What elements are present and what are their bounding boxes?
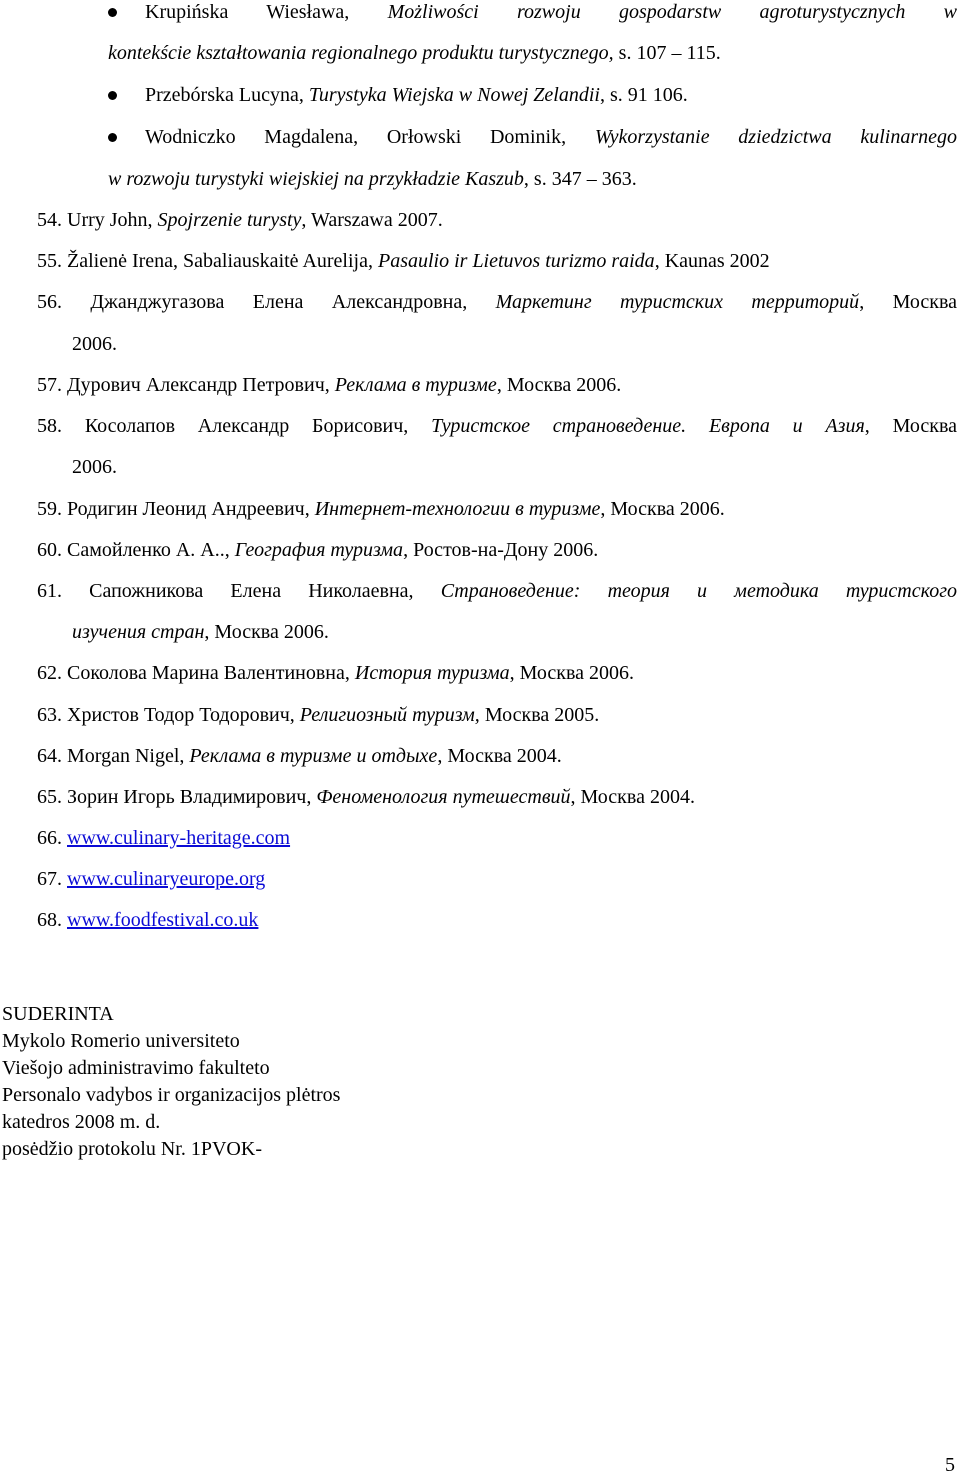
approval-line: Viešojo administravimo fakulteto bbox=[2, 1057, 270, 1079]
approval-block bbox=[2, 1001, 340, 1163]
reference-link[interactable]: www.culinaryeurope.org bbox=[67, 868, 266, 890]
reference-title: Pasaulio ir Lietuvos turizmo raida bbox=[377, 250, 655, 272]
reference-details: , Москва 2006. bbox=[204, 621, 329, 643]
reference-author: Родигин Леонид Андреевич, bbox=[67, 498, 315, 520]
reference-author: Дурович Александр Петрович, bbox=[67, 374, 335, 396]
reference-details: , Kaunas 2002 bbox=[654, 250, 770, 272]
reference-title: Феноменология путешествий bbox=[316, 786, 571, 808]
reference-item bbox=[37, 867, 265, 891]
reference-continuation bbox=[72, 620, 329, 644]
page-number: 5 bbox=[945, 1454, 955, 1476]
reference-item bbox=[37, 373, 621, 397]
reference-item bbox=[37, 208, 443, 232]
reference-author: Žalienė Irena, Sabaliauskaitė Aurelija, bbox=[67, 250, 378, 272]
reference-details: , Москва 2006. bbox=[496, 374, 622, 396]
reference-author: Самойленко А. А.., bbox=[67, 539, 235, 561]
reference-number: 62. bbox=[37, 662, 62, 684]
reference-details: , Ростов-на-Дону 2006. bbox=[403, 539, 599, 561]
reference-author: Зорин Игорь Владимирович, bbox=[67, 786, 317, 808]
reference-item bbox=[37, 785, 695, 809]
approval-line: katedros 2008 m. d. bbox=[2, 1111, 161, 1133]
bullet-dot bbox=[108, 8, 117, 17]
bullet-title: Wykorzystanie dziedzictwa kulinarnego bbox=[594, 126, 957, 148]
bullet-item-line bbox=[145, 125, 957, 149]
reference-details: , Москва 2004. bbox=[570, 786, 695, 808]
reference-number: 65. bbox=[37, 786, 62, 808]
reference-details: , Москва 2006. bbox=[600, 498, 725, 520]
reference-title: Страноведение: теория и методика туристского bbox=[440, 580, 958, 602]
reference-title: Маркетинг туристских территорий bbox=[495, 291, 860, 313]
reference-item bbox=[37, 744, 562, 768]
reference-number: 63. bbox=[37, 704, 62, 726]
bullet-author: Krupińska Wiesława, bbox=[145, 1, 388, 23]
reference-number: 55. bbox=[37, 250, 62, 272]
approval-line: Mykolo Romerio universiteto bbox=[2, 1030, 240, 1052]
reference-number: 56. bbox=[37, 291, 62, 313]
bullet-title: Możliwości rozwoju gospodarstw agroturystycznych w bbox=[387, 1, 958, 23]
reference-author: Morgan Nigel, bbox=[67, 745, 190, 767]
reference-item bbox=[37, 538, 598, 562]
bullet-title: kontekście kształtowania regionalnego produktu turystycznego, bbox=[108, 42, 614, 64]
bullet-item-line bbox=[108, 167, 637, 191]
reference-number: 61. bbox=[37, 580, 62, 602]
reference-details: , Москва 2006. bbox=[509, 662, 635, 684]
reference-title: География туризма bbox=[234, 539, 404, 561]
reference-number: 59. bbox=[37, 498, 62, 520]
reference-link[interactable]: www.foodfestival.co.uk bbox=[67, 909, 259, 931]
reference-author: Христов Тодор Тодорович, bbox=[67, 704, 300, 726]
reference-continuation: 2006. bbox=[72, 456, 117, 478]
reference-number: 67. bbox=[37, 868, 62, 890]
reference-title: Религиозный туризм, bbox=[299, 704, 480, 726]
reference-item bbox=[37, 579, 957, 603]
reference-item bbox=[37, 497, 725, 521]
approval-line: Personalo vadybos ir organizacijos plėtros bbox=[2, 1084, 341, 1106]
bullet-author: Wodniczko Magdalena, Orłowski Dominik, bbox=[145, 126, 595, 148]
bullet-title: Turystyka Wiejska w Nowej Zelandii bbox=[308, 84, 600, 106]
reference-title: История туризма bbox=[354, 662, 510, 684]
reference-item bbox=[37, 703, 599, 727]
bullet-dot bbox=[108, 133, 117, 142]
reference-item bbox=[37, 290, 957, 314]
bullet-pages: s. 107 – 115. bbox=[613, 42, 721, 64]
reference-number: 66. bbox=[37, 827, 62, 849]
reference-author: Косолапов Александр Борисович, bbox=[84, 415, 432, 437]
bullet-item-line bbox=[108, 41, 721, 65]
reference-number: 60. bbox=[37, 539, 62, 561]
bullet-dot bbox=[108, 91, 117, 100]
reference-link[interactable]: www.culinary-heritage.com bbox=[67, 827, 291, 849]
reference-details: , Москва 2004. bbox=[437, 745, 562, 767]
reference-continuation: 2006. bbox=[72, 333, 117, 355]
reference-item bbox=[37, 414, 957, 438]
reference-number: 68. bbox=[37, 909, 62, 931]
reference-details: , Warszawa 2007. bbox=[301, 209, 443, 231]
reference-number: 57. bbox=[37, 374, 62, 396]
reference-number: 64. bbox=[37, 745, 62, 767]
reference-number: 58. bbox=[37, 415, 62, 437]
approval-line: posėdžio protokolu Nr. 1PVOK- bbox=[2, 1138, 262, 1160]
reference-author: Джанджугазова Елена Александровна, bbox=[90, 291, 496, 313]
bullet-author: Przebórska Lucyna, bbox=[145, 84, 309, 106]
reference-item bbox=[37, 661, 634, 685]
reference-title: Интернет-технологии в туризме bbox=[314, 498, 601, 520]
reference-item bbox=[37, 249, 770, 273]
reference-title: изучения стран bbox=[72, 621, 205, 643]
bullet-pages: , s. 347 – 363. bbox=[523, 168, 637, 190]
reference-title: Реклама в туризме и отдыхе bbox=[189, 745, 438, 767]
reference-details: , Москва bbox=[859, 291, 958, 313]
reference-item bbox=[37, 826, 290, 850]
bullet-title: w rozwoju turystyki wiejskiej na przykładzie Kaszub bbox=[108, 168, 524, 190]
reference-author: Сапожникова Елена Николаевна, bbox=[89, 580, 441, 602]
reference-title: Реклама в туризме bbox=[334, 374, 497, 396]
bullet-item-line bbox=[145, 83, 688, 107]
bullet-item-line bbox=[145, 0, 957, 24]
reference-author: Urry John, bbox=[67, 209, 158, 231]
reference-number: 54. bbox=[37, 209, 62, 231]
bullet-pages: , s. 91 106. bbox=[599, 84, 688, 106]
reference-title: Туристское страноведение. Европа и Азия bbox=[431, 415, 865, 437]
reference-details: Москва 2005. bbox=[479, 704, 600, 726]
reference-author: Соколова Марина Валентиновна, bbox=[67, 662, 355, 684]
approval-heading: SUDERINTA bbox=[2, 1003, 114, 1025]
reference-title: Spojrzenie turysty bbox=[157, 209, 302, 231]
reference-details: , Москва bbox=[864, 415, 957, 437]
reference-item bbox=[37, 908, 258, 932]
